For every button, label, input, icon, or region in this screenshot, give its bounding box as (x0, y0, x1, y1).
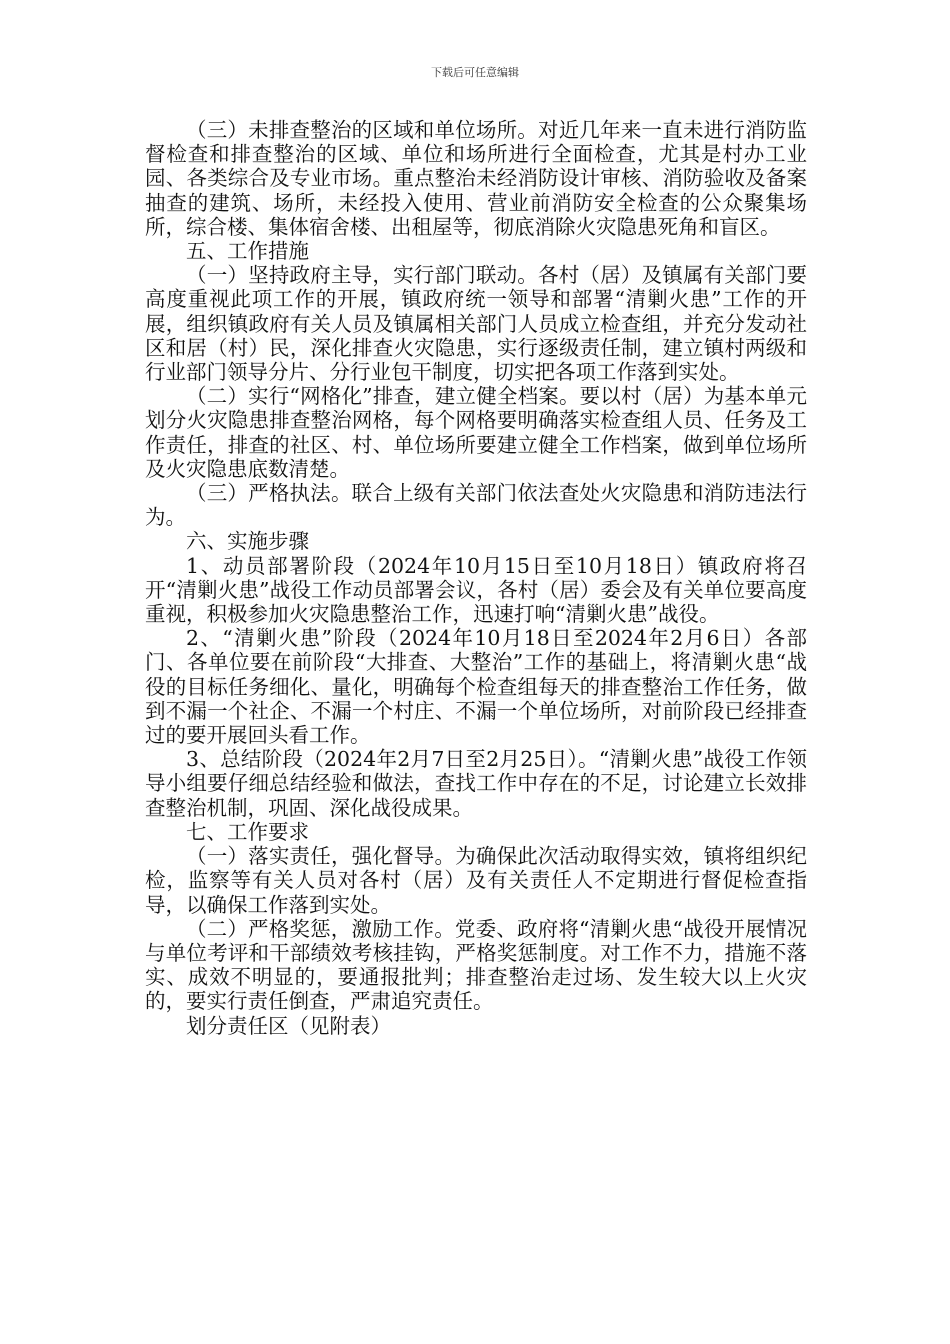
paragraph-step-one: 1、动员部署阶段（2024年10月15日至10月18日）镇政府将召开“清剿火患”战役工作动员部署会议，各村（居）委会及有关单位要高度重视，积极参加火灾隐患整治工作，迅速打响“清剿火患”战役。 (145, 553, 807, 627)
paragraph-responsibility-zones: 划分责任区（见附表） (186, 1013, 391, 1038)
paragraph-step-three: 3、总结阶段（2024年2月7日至2月25日）。“清剿火患”战役工作领导小组要仔细总结经验和做法，查找工作中存在的不足，讨论建立长效排查整治机制，巩固、深化战役成果。 (145, 747, 807, 820)
document-body (145, 118, 807, 1038)
paragraph-scope-three: （三）未排查整治的区域和单位场所。对近几年来一直未进行消防监督检查和排查整治的区域、单位和场所进行全面检查，尤其是村办工业园、各类综合及专业市场。重点整治未经消防设计审核、消防验收及备案抽查的建筑、场所，未经投入使用、营业前消防安全检查的公众聚集场所，综合楼、集体宿舍楼、出租屋等，彻底消除火灾隐患死角和盲区。 (145, 118, 807, 239)
page-header-note: 下载后可任意编辑 (431, 66, 519, 79)
paragraph-measure-three: （三）严格执法。联合上级有关部门依法查处火灾隐患和消防违法行为。 (145, 481, 807, 530)
paragraph-requirement-two: （二）严格奖惩，激励工作。党委、政府将“清剿火患“战役开展情况与单位考评和干部绩效考核挂钩，严格奖惩制度。对工作不力，措施不落实、成效不明显的，要通报批判；排查整治走过场、发生较大以上火灾的，要实行责任倒查，严肃追究责任。 (145, 916, 807, 1014)
paragraph-measure-one: （一）坚持政府主导，实行部门联动。各村（居）及镇属有关部门要高度重视此项工作的开展，镇政府统一领导和部署“清剿火患”工作的开展，组织镇政府有关人员及镇属相关部门人员成立检查组，并充分发动社区和居（村）民，深化排查火灾隐患，实行逐级责任制，建立镇村两级和行业部门领导分片、分行业包干制度，切实把各项工作落到实处。 (145, 263, 807, 385)
heading-work-requirements: 七、工作要求 (186, 819, 309, 844)
heading-work-measures: 五、工作措施 (186, 239, 309, 264)
paragraph-measure-two: （二）实行“网格化”排查，建立健全档案。要以村（居）为基本单元划分火灾隐患排查整治网格，每个网格要明确落实检查组人员、任务及工作责任，排查的社区、村、单位场所要建立健全工作档案，做到单位场所及火灾隐患底数清楚。 (145, 384, 807, 481)
heading-implementation-steps: 六、实施步骤 (186, 529, 309, 554)
paragraph-step-two: 2、“清剿火患”阶段（2024年10月18日至2024年2月6日）各部门、各单位要在前阶段“大排查、大整治”工作的基础上，将清剿火患“战役的目标任务细化、量化，明确每个检查组每天的排查整治工作任务，做到不漏一个社企、不漏一个村庄、不漏一个单位场所，对前阶段已经排查过的要开展回头看工作。 (145, 626, 807, 748)
paragraph-requirement-one: （一）落实责任，强化督导。为确保此次活动取得实效，镇将组织纪检，监察等有关人员对各村（居）及有关责任人不定期进行督促检查指导，以确保工作落到实处。 (145, 844, 807, 917)
